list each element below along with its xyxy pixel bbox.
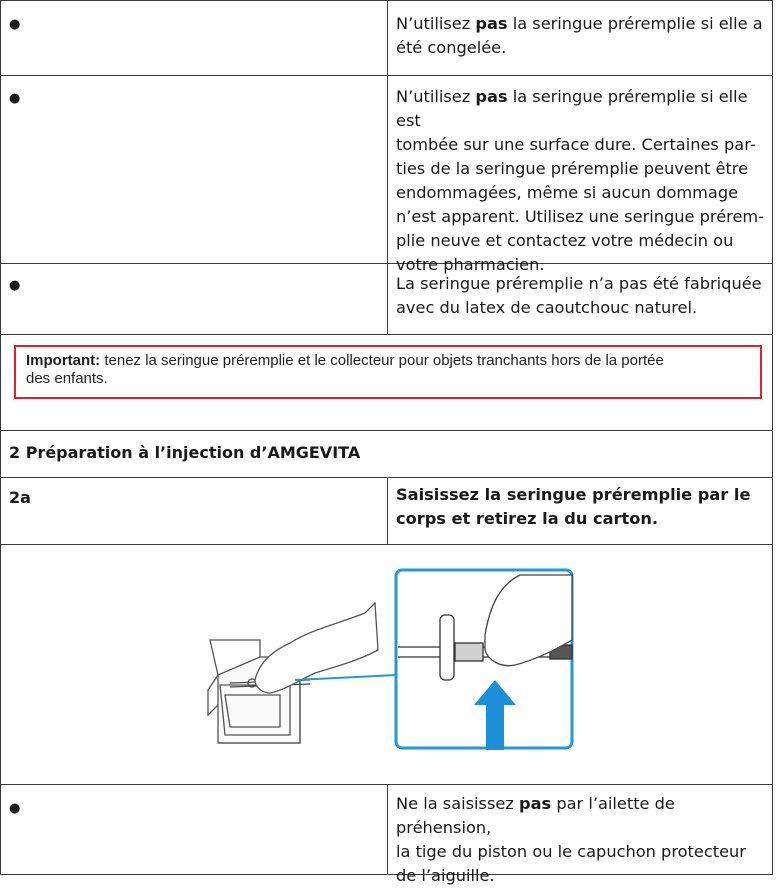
important-notice: Important: tenez la seringue préremplie et le collecteur pour objets tranchants hors de la portée des enfants.: [14, 345, 762, 399]
step-id: 2a: [9, 488, 31, 507]
column-divider: [387, 478, 388, 544]
syringe-removal-illustration: [200, 565, 580, 755]
table-row: [0, 785, 773, 885]
bullet: ●: [9, 278, 21, 293]
row-text: N’utilisez pas la seringue préremplie si elle est tombée sur une surface dure. Certaines par- ties de la seringue préremplie peuvent être endommagées, même si aucun dommage n’est apparent. Utilisez une seringue prérem- plie neuve et contactez votre médecin ou votre pharmacien.: [396, 87, 765, 274]
row-text: N’utilisez pas la seringue préremplie si elle a été congelée.: [396, 14, 763, 57]
section-row: [0, 431, 773, 478]
bullet: ●: [9, 91, 21, 106]
row-text: Ne la saisissez pas par l’ailette de préhension, la tige du piston ou le capuchon protecteur de l’aiguille.: [396, 794, 746, 885]
step-instruction: Saisissez la seringue préremplie par le corps et retirez la du carton.: [396, 485, 751, 528]
section-title: 2 Préparation à l’injection d’AMGEVITA: [9, 443, 361, 462]
table-row: [0, 76, 773, 274]
bullet: ●: [9, 17, 21, 32]
column-divider: [387, 76, 388, 263]
row-text: La seringue préremplie n’a pas été fabriquée avec du latex de caoutchouc naturel.: [396, 274, 762, 317]
bullet: ●: [9, 801, 21, 816]
table-row: [0, 264, 773, 335]
table-row: [0, 0, 773, 76]
column-divider: [387, 264, 388, 334]
step-row: [0, 478, 773, 545]
column-divider: [387, 1, 388, 75]
column-divider: [387, 785, 388, 874]
